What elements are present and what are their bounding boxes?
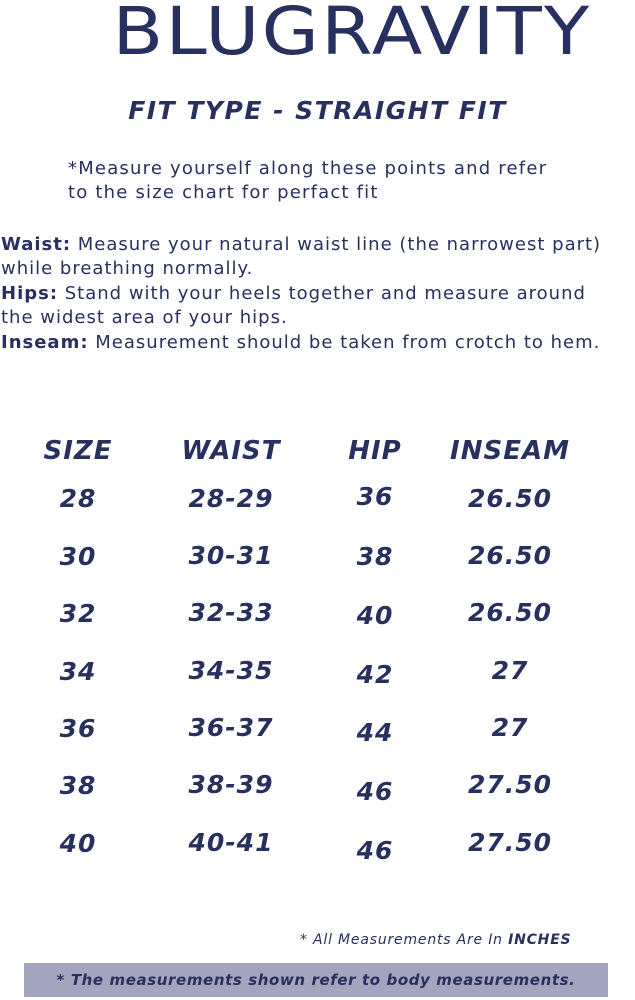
cell-hip: 46 — [356, 777, 394, 806]
cell-waist: 30-31 — [188, 541, 274, 570]
cell-hip: 46 — [356, 836, 394, 865]
cell-inseam: 27 — [491, 656, 529, 685]
cell-inseam: 27.50 — [467, 770, 553, 799]
cell-hip: 38 — [356, 542, 394, 571]
footer-bar — [24, 963, 608, 997]
cell-hip: 44 — [356, 718, 394, 747]
cell-inseam: 26.50 — [467, 598, 553, 627]
cell-size: 32 — [59, 599, 97, 628]
units-note-unit: INCHES — [508, 932, 572, 948]
inseam-text: Measurement should be taken from crotch to hem. — [88, 331, 601, 353]
cell-size: 36 — [59, 714, 97, 743]
waist-guide-line-1 — [1, 233, 635, 257]
intro-line-2: to the size chart for perfact fit — [68, 182, 379, 203]
waist-label: Waist: — [1, 234, 72, 255]
brand-logo: BLUGRAVITY — [112, 0, 592, 70]
cell-inseam: 26.50 — [467, 484, 553, 513]
cell-inseam: 27.50 — [467, 828, 553, 857]
cell-size: 40 — [59, 829, 97, 858]
cell-inseam: 27 — [491, 713, 529, 742]
cell-waist: 34-35 — [188, 656, 274, 685]
measure-intro — [68, 157, 608, 205]
cell-hip: 42 — [356, 660, 394, 689]
fit-type-heading: FIT TYPE - STRAIGHT FIT — [128, 96, 507, 125]
cell-waist: 38-39 — [188, 770, 274, 799]
hips-text-1: Stand with your heels together and measure around — [58, 282, 586, 304]
cell-size: 30 — [59, 542, 97, 571]
cell-size: 28 — [59, 484, 97, 513]
units-note-prefix: * All Measurements Are In — [300, 932, 509, 948]
cell-size: 38 — [59, 771, 97, 800]
measurement-guide — [1, 233, 635, 355]
cell-size: 34 — [59, 657, 97, 686]
waist-guide-line-2: while breathing normally. — [1, 258, 254, 280]
cell-hip: 40 — [356, 601, 394, 630]
inseam-guide-line — [1, 331, 635, 355]
hips-guide-line-1 — [1, 282, 635, 306]
cell-hip: 36 — [356, 482, 394, 511]
header-size: SIZE — [43, 436, 113, 466]
waist-text-1: Measure your natural waist line (the narrowest part) — [71, 234, 602, 255]
intro-line-1: *Measure yourself along these points and refer — [68, 158, 548, 179]
cell-waist: 36-37 — [188, 713, 274, 742]
header-waist: WAIST — [181, 436, 281, 466]
units-note — [300, 932, 610, 948]
cell-waist: 40-41 — [188, 828, 274, 857]
cell-inseam: 26.50 — [467, 541, 553, 570]
hips-guide-line-2: the widest area of your hips. — [1, 307, 288, 329]
hips-label: Hips: — [1, 282, 59, 304]
footer-text: * The measurements shown refer to body measurements. — [56, 971, 576, 989]
cell-waist: 28-29 — [188, 484, 274, 513]
header-hip: HIP — [348, 436, 402, 466]
header-inseam: INSEAM — [450, 436, 570, 466]
cell-waist: 32-33 — [188, 598, 274, 627]
inseam-label: Inseam: — [1, 331, 89, 353]
